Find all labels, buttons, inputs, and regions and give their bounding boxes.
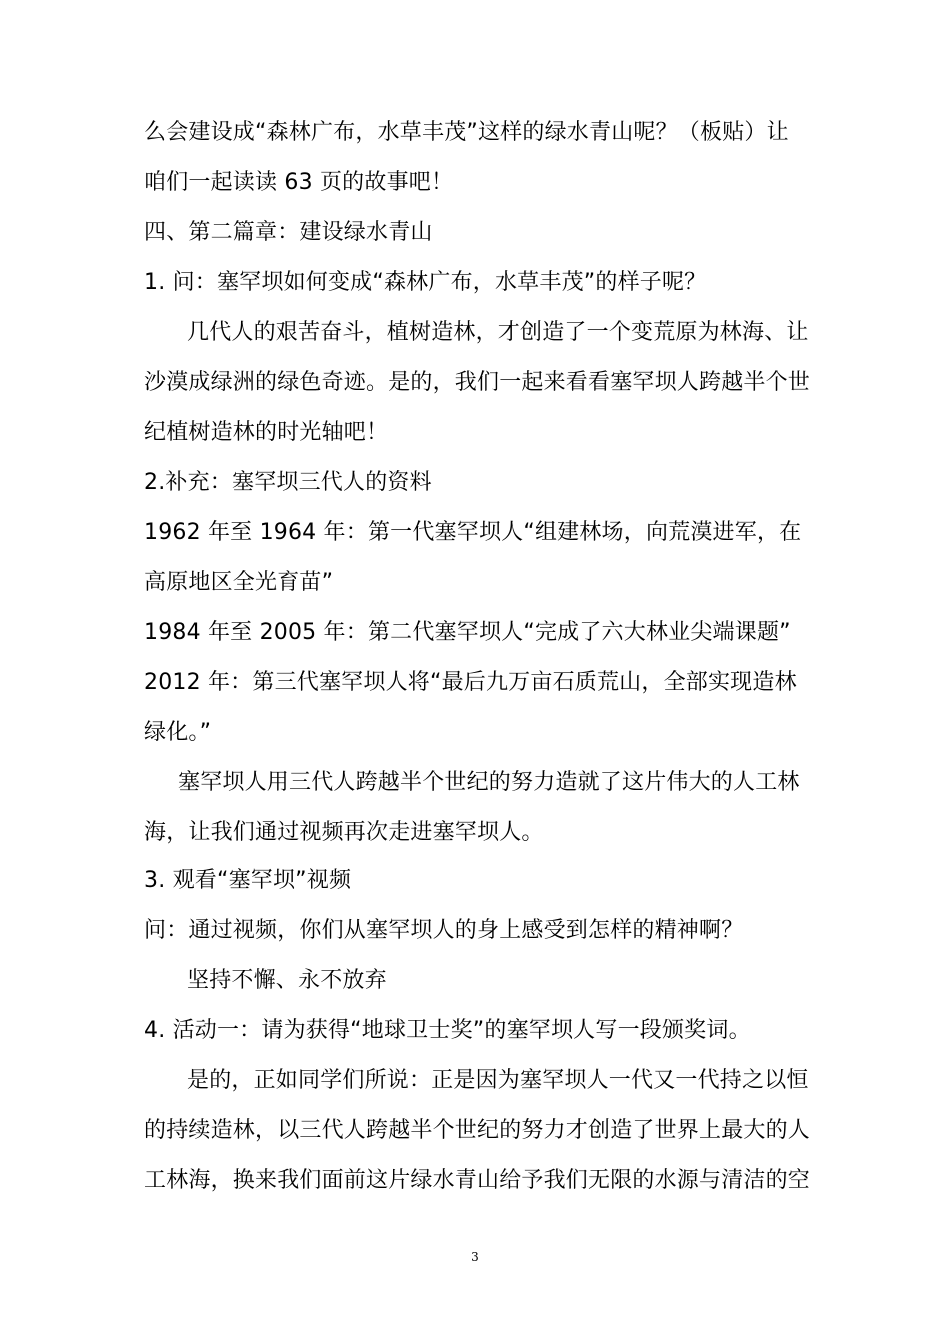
answer-line: 坚持不懈、永不放弃 xyxy=(187,968,387,993)
activity-line: 4. 活动一：请为获得“地球卫士奖”的塞罕坝人写一段颁奖词。 xyxy=(144,1018,751,1043)
paragraph-line: 是的，正如同学们所说：正是因为塞罕坝人一代又一代持之以恒 xyxy=(187,1068,809,1093)
text-line: 咱们一起读读 63 页的故事吧！ xyxy=(144,170,454,195)
paragraph-line: 几代人的艰苦奋斗，植树造林，才创造了一个变荒原为林海、让 xyxy=(187,320,809,345)
text-line: 海，让我们通过视频再次走进塞罕坝人。 xyxy=(144,820,544,845)
text-line: 高原地区全光育苗” xyxy=(144,570,334,595)
section-heading: 四、第二篇章：建设绿水青山 xyxy=(144,220,433,245)
subheading: 3. 观看“塞罕坝”视频 xyxy=(144,868,352,893)
text-line: 纪植树造林的时光轴吧！ xyxy=(144,420,389,445)
timeline-entry: 1984 年至 2005 年：第二代塞罕坝人“完成了六大林业尖端课题” xyxy=(144,620,791,645)
question-line: 1. 问：塞罕坝如何变成“森林广布，水草丰茂”的样子呢？ xyxy=(144,270,707,295)
text-line: 的持续造林，以三代人跨越半个世纪的努力才创造了世界上最大的人 xyxy=(144,1118,811,1143)
text-line: 绿化。” xyxy=(144,720,212,745)
paragraph-line: 塞罕坝人用三代人跨越半个世纪的努力造就了这片伟大的人工林 xyxy=(178,770,800,795)
question-line: 问：通过视频，你们从塞罕坝人的身上感受到怎样的精神啊？ xyxy=(144,918,744,943)
subheading: 2.补充：塞罕坝三代人的资料 xyxy=(144,470,432,495)
text-line: 沙漠成绿洲的绿色奇迹。是的，我们一起来看看塞罕坝人跨越半个世 xyxy=(144,370,811,395)
text-line: 么会建设成“森林广布，水草丰茂”这样的绿水青山呢？（板贴）让 xyxy=(144,120,789,145)
timeline-entry: 2012 年：第三代塞罕坝人将“最后九万亩石质荒山，全部实现造林 xyxy=(144,670,797,695)
text-line: 工林海，换来我们面前这片绿水青山给予我们无限的水源与清洁的空 xyxy=(144,1168,811,1193)
timeline-entry: 1962 年至 1964 年：第一代塞罕坝人“组建林场，向荒漠进军，在 xyxy=(144,520,802,545)
page-number: 3 xyxy=(471,1250,479,1264)
